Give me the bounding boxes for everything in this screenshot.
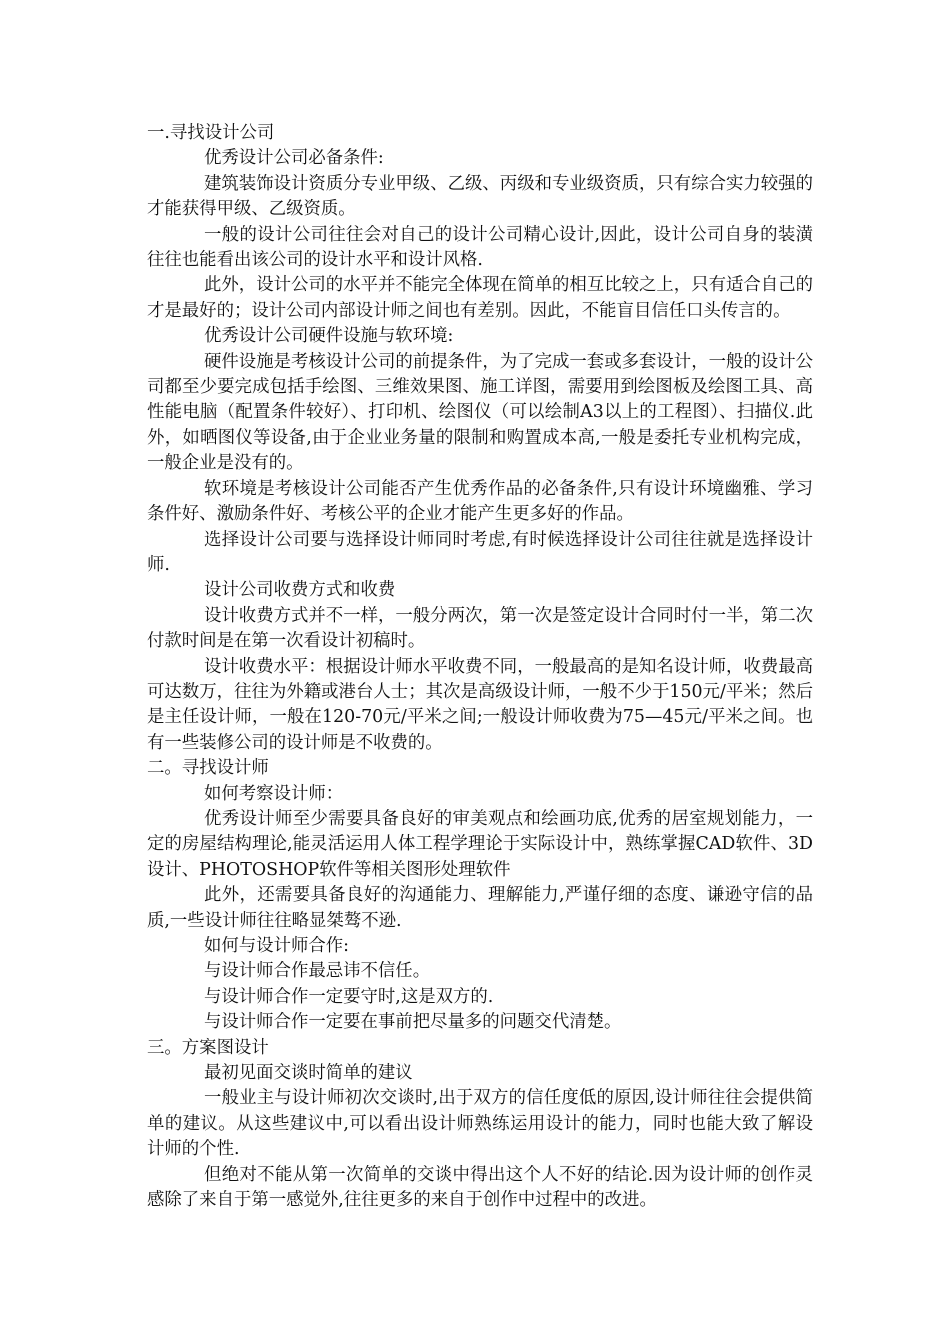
body-paragraph: 一般的设计公司往往会对自己的设计公司精心设计,因此，设计公司自身的装潢往往也能看出该公司的设计水平和设计风格. xyxy=(147,224,813,271)
subheading: 最初见面交谈时简单的建议 xyxy=(204,1063,413,1084)
body-paragraph: 软环境是考核设计公司能否产生优秀作品的必备条件,只有设计环境幽雅、学习条件好、激励条件好、考核公平的企业才能产生更多好的作品。 xyxy=(147,478,813,525)
subheading: 优秀设计公司必备条件: xyxy=(204,148,384,169)
section-heading-2: 二。寻找设计师 xyxy=(147,758,269,779)
body-paragraph: 与设计师合作一定要在事前把尽量多的问题交代清楚。 xyxy=(204,1012,622,1033)
body-paragraph: 设计收费方式并不一样，一般分两次，第一次是签定设计合同时付一半，第二次付款时间是在第一次看设计初稿时。 xyxy=(147,605,813,652)
subheading: 如何考察设计师： xyxy=(204,783,344,804)
body-paragraph: 此外，设计公司的水平并不能完全体现在简单的相互比较之上，只有适合自己的才是最好的；设计公司内部设计师之间也有差别。因此，不能盲目信任口头传言的。 xyxy=(147,275,813,321)
body-paragraph: 但绝对不能从第一次简单的交谈中得出这个人不好的结论.因为设计师的创作灵感除了来自于第一感觉外,往往更多的来自于创作中过程中的改进。 xyxy=(147,1164,813,1211)
body-paragraph: 建筑装饰设计资质分专业甲级、乙级、丙级和专业级资质，只有综合实力较强的才能获得甲级、乙级资质。 xyxy=(147,173,813,220)
document-page xyxy=(147,121,813,1213)
subheading: 如何与设计师合作: xyxy=(204,936,349,956)
body-paragraph: 硬件设施是考核设计公司的前提条件，为了完成一套或多套设计，一般的设计公司都至少要完成包括手绘图、三维效果图、施工详图，需要用到绘图板及绘图工具、高性能电脑（配置条件较好）、打印机、绘图仪（可以绘制A3以上的工程图）、扫描仪.此外，如晒图仪等设备,由于企业业务量的限制和购置成本高,一般是委托专业机构完成，一般企业是没有的。 xyxy=(147,351,813,474)
body-paragraph: 与设计师合作一定要守时,这是双方的. xyxy=(204,986,494,1007)
subheading: 设计公司收费方式和收费 xyxy=(204,580,396,601)
body-paragraph: 一般业主与设计师初次交谈时,出于双方的信任度低的原因,设计师往往会提供简单的建议。从这些建议中,可以看出设计师熟练运用设计的能力，同时也能大致了解设计师的个性. xyxy=(147,1088,813,1160)
section-heading-1: 一.寻找设计公司 xyxy=(147,123,275,143)
body-paragraph: 与设计师合作最忌讳不信任。 xyxy=(204,961,431,982)
subheading: 优秀设计公司硬件设施与软环境: xyxy=(204,326,454,347)
body-paragraph: 此外，还需要具备良好的沟通能力、理解能力,严谨仔细的态度、谦逊守信的品质,一些设计师往往略显桀骜不逊. xyxy=(147,885,813,931)
body-paragraph: 设计收费水平：根据设计师水平收费不同，一般最高的是知名设计师，收费最高可达数万，往往为外籍或港台人士；其次是高级设计师，一般不少于150元/平米；然后是主任设计师，一般在120-70元/平米之间;一般设计师收费为75—45元/平米之间。也有一些装修公司的设计师是不收费的。 xyxy=(147,656,813,753)
body-paragraph: 优秀设计师至少需要具备良好的审美观点和绘画功底,优秀的居室规划能力，一定的房屋结构理论,能灵活运用人体工程学理论于实际设计中，熟练掌握CAD软件、3D设计、PHOTOSHOP软件等相关图形处理软件 xyxy=(147,808,813,880)
body-paragraph: 选择设计公司要与选择设计师同时考虑,有时候选择设计公司往往就是选择设计师. xyxy=(147,529,813,575)
section-heading-3: 三。方案图设计 xyxy=(147,1037,269,1058)
